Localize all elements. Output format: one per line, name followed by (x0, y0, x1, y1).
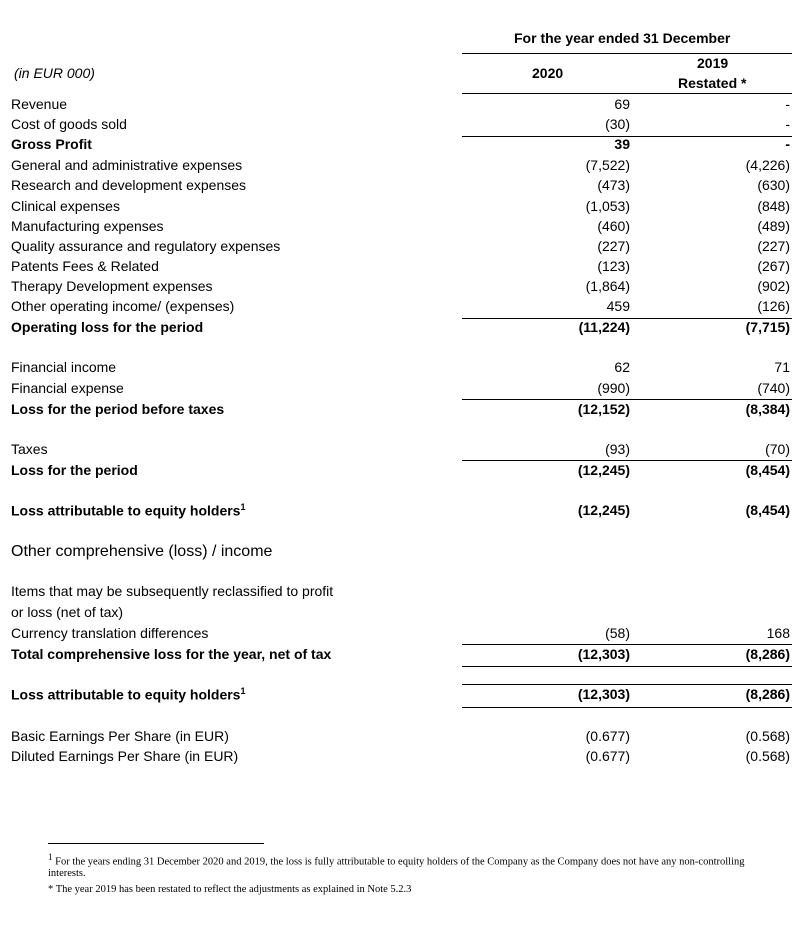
row-label (11, 728, 229, 744)
row-label-text: Operating loss for the period (11, 319, 204, 335)
row-label-text: Other operating income/ (expenses) (11, 298, 235, 314)
row-label (11, 319, 203, 335)
row-label-text: Loss attributable to equity holders (11, 502, 241, 519)
footnote-1 (48, 852, 758, 879)
row-label-text: Research and development expenses (11, 177, 247, 193)
value-2019: (7,715) (745, 319, 790, 335)
value-2020: (473) (597, 177, 630, 193)
value-2019: - (785, 136, 790, 152)
value-2019: (848) (757, 198, 790, 214)
row-label (11, 441, 48, 457)
value-2019: (8,286) (745, 646, 790, 662)
footnote-1-mark: 1 (48, 852, 53, 862)
row-label (11, 136, 92, 152)
value-2020: (12,152) (577, 401, 630, 417)
value-2020: (12,303) (577, 646, 630, 662)
column-2019-year-header: 2019 (697, 55, 729, 71)
rule-before-loss-attributable (462, 684, 792, 685)
row-label (11, 359, 116, 375)
row-label-text: Patents Fees & Related (11, 258, 159, 274)
value-2019: 71 (774, 359, 790, 375)
value-2020: (1,864) (585, 278, 630, 294)
row-label-text: Other comprehensive (loss) / income (11, 543, 273, 560)
row-label (11, 748, 238, 764)
rule-before-loss-for-period (462, 460, 792, 461)
value-2019: (8,384) (745, 401, 790, 417)
value-2020: 39 (614, 136, 630, 152)
row-label (11, 380, 124, 396)
value-2020: (58) (605, 625, 630, 641)
value-2020: (0.677) (585, 728, 630, 744)
value-2019: (0.568) (745, 728, 790, 744)
row-label (11, 218, 164, 234)
row-label (11, 177, 246, 193)
row-label-text: Clinical expenses (11, 198, 120, 214)
footnote-ref: 1 (240, 502, 246, 512)
value-2020: (30) (605, 116, 630, 132)
row-label-text: Currency translation differences (11, 625, 209, 641)
column-2019-note-header: Restated * (678, 75, 747, 91)
value-2019: (70) (765, 441, 790, 457)
value-2020: 459 (606, 298, 630, 314)
value-2020: (7,522) (585, 157, 630, 173)
value-2019: - (785, 116, 790, 132)
value-2020: (0.677) (585, 748, 630, 764)
value-2019: (227) (757, 238, 790, 254)
row-label-text: Loss for the period (11, 462, 138, 478)
row-label-text: Financial expense (11, 380, 124, 396)
row-label (11, 583, 333, 599)
row-label (11, 157, 242, 173)
row-label-text: Taxes (11, 441, 48, 457)
unit-label: (in EUR 000) (14, 65, 95, 81)
value-2019: (740) (757, 380, 790, 396)
row-label-text: or loss (net of tax) (11, 604, 124, 620)
value-2019: (267) (757, 258, 790, 274)
row-label (11, 298, 234, 314)
value-2020: (93) (605, 441, 630, 457)
rule-before-total-comprehensive (462, 644, 792, 645)
row-label-text: Diluted Earnings Per Share (in EUR) (11, 748, 239, 764)
rule-before-loss-before-taxes (462, 399, 792, 400)
row-label-text: Basic Earnings Per Share (in EUR) (11, 728, 229, 744)
period-header: For the year ended 31 December (514, 30, 731, 46)
value-2020: (990) (597, 380, 630, 396)
column-2020-header: 2020 (532, 65, 564, 81)
row-label-text: Cost of goods sold (11, 116, 127, 132)
value-2020: (123) (597, 258, 630, 274)
row-label-text: Revenue (11, 96, 68, 112)
footnote-2-text: The year 2019 has been restated to reflect the adjustments as explained in Note 5.2.3 (55, 884, 412, 895)
row-label (11, 258, 159, 274)
row-label (11, 502, 245, 519)
value-2020: (1,053) (585, 198, 630, 214)
rule-before-operating-loss (462, 318, 792, 319)
row-label (11, 238, 280, 254)
row-label-text: Gross Profit (11, 136, 92, 152)
value-2020: (12,303) (577, 686, 630, 702)
footnote-ref: 1 (240, 686, 246, 696)
row-label-text: Total comprehensive loss for the year, net of tax (11, 646, 332, 662)
value-2020: (227) (597, 238, 630, 254)
value-2019: 168 (766, 625, 790, 641)
row-label (11, 462, 138, 478)
value-2019: (8,454) (745, 502, 790, 518)
value-2019: (489) (757, 218, 790, 234)
rule-after-loss-attributable (462, 707, 792, 708)
row-label (11, 116, 127, 132)
row-label (11, 543, 272, 561)
value-2019: (630) (757, 177, 790, 193)
footnote-2 (48, 884, 758, 895)
value-2019: (8,454) (745, 462, 790, 478)
value-2019: - (785, 96, 790, 112)
value-2020: (12,245) (577, 462, 630, 478)
row-label-text: Loss for the period before taxes (11, 401, 225, 417)
row-label (11, 401, 224, 417)
value-2020: (460) (597, 218, 630, 234)
value-2019: (8,286) (745, 686, 790, 702)
value-2020: (11,224) (578, 319, 630, 335)
row-label (11, 198, 120, 214)
row-label-text: Therapy Development expenses (11, 278, 213, 294)
row-label-text: Financial income (11, 359, 117, 375)
row-label-text: Quality assurance and regulatory expenses (11, 238, 281, 254)
footnote-1-text: For the years ending 31 December 2020 and 2019, the loss is fully attributable to equity holders of the Company as the Company does not have any non-controlling interests. (48, 856, 745, 879)
footnote-2-mark: * (48, 884, 54, 895)
row-label-text: Items that may be subsequently reclassified to profit (11, 583, 334, 599)
value-2019: (4,226) (745, 157, 790, 173)
row-label (11, 625, 208, 641)
row-label-text: Loss attributable to equity holders (11, 686, 241, 703)
header-rule (462, 53, 792, 54)
row-label-text: General and administrative expenses (11, 157, 243, 173)
footnote-separator (48, 843, 264, 844)
row-label (11, 686, 245, 703)
row-label-text: Manufacturing expenses (11, 218, 164, 234)
value-2020: 69 (614, 96, 630, 112)
value-2020: 62 (614, 359, 630, 375)
header-bottom-rule (462, 93, 792, 94)
value-2019: (0.568) (745, 748, 790, 764)
rule-before-gross-profit (462, 136, 792, 137)
value-2019: (126) (757, 298, 790, 314)
value-2019: (902) (757, 278, 790, 294)
row-label (11, 646, 331, 662)
rule-after-total-comprehensive (462, 666, 792, 667)
row-label (11, 96, 67, 112)
row-label (11, 604, 123, 620)
value-2020: (12,245) (577, 502, 630, 518)
row-label (11, 278, 213, 294)
